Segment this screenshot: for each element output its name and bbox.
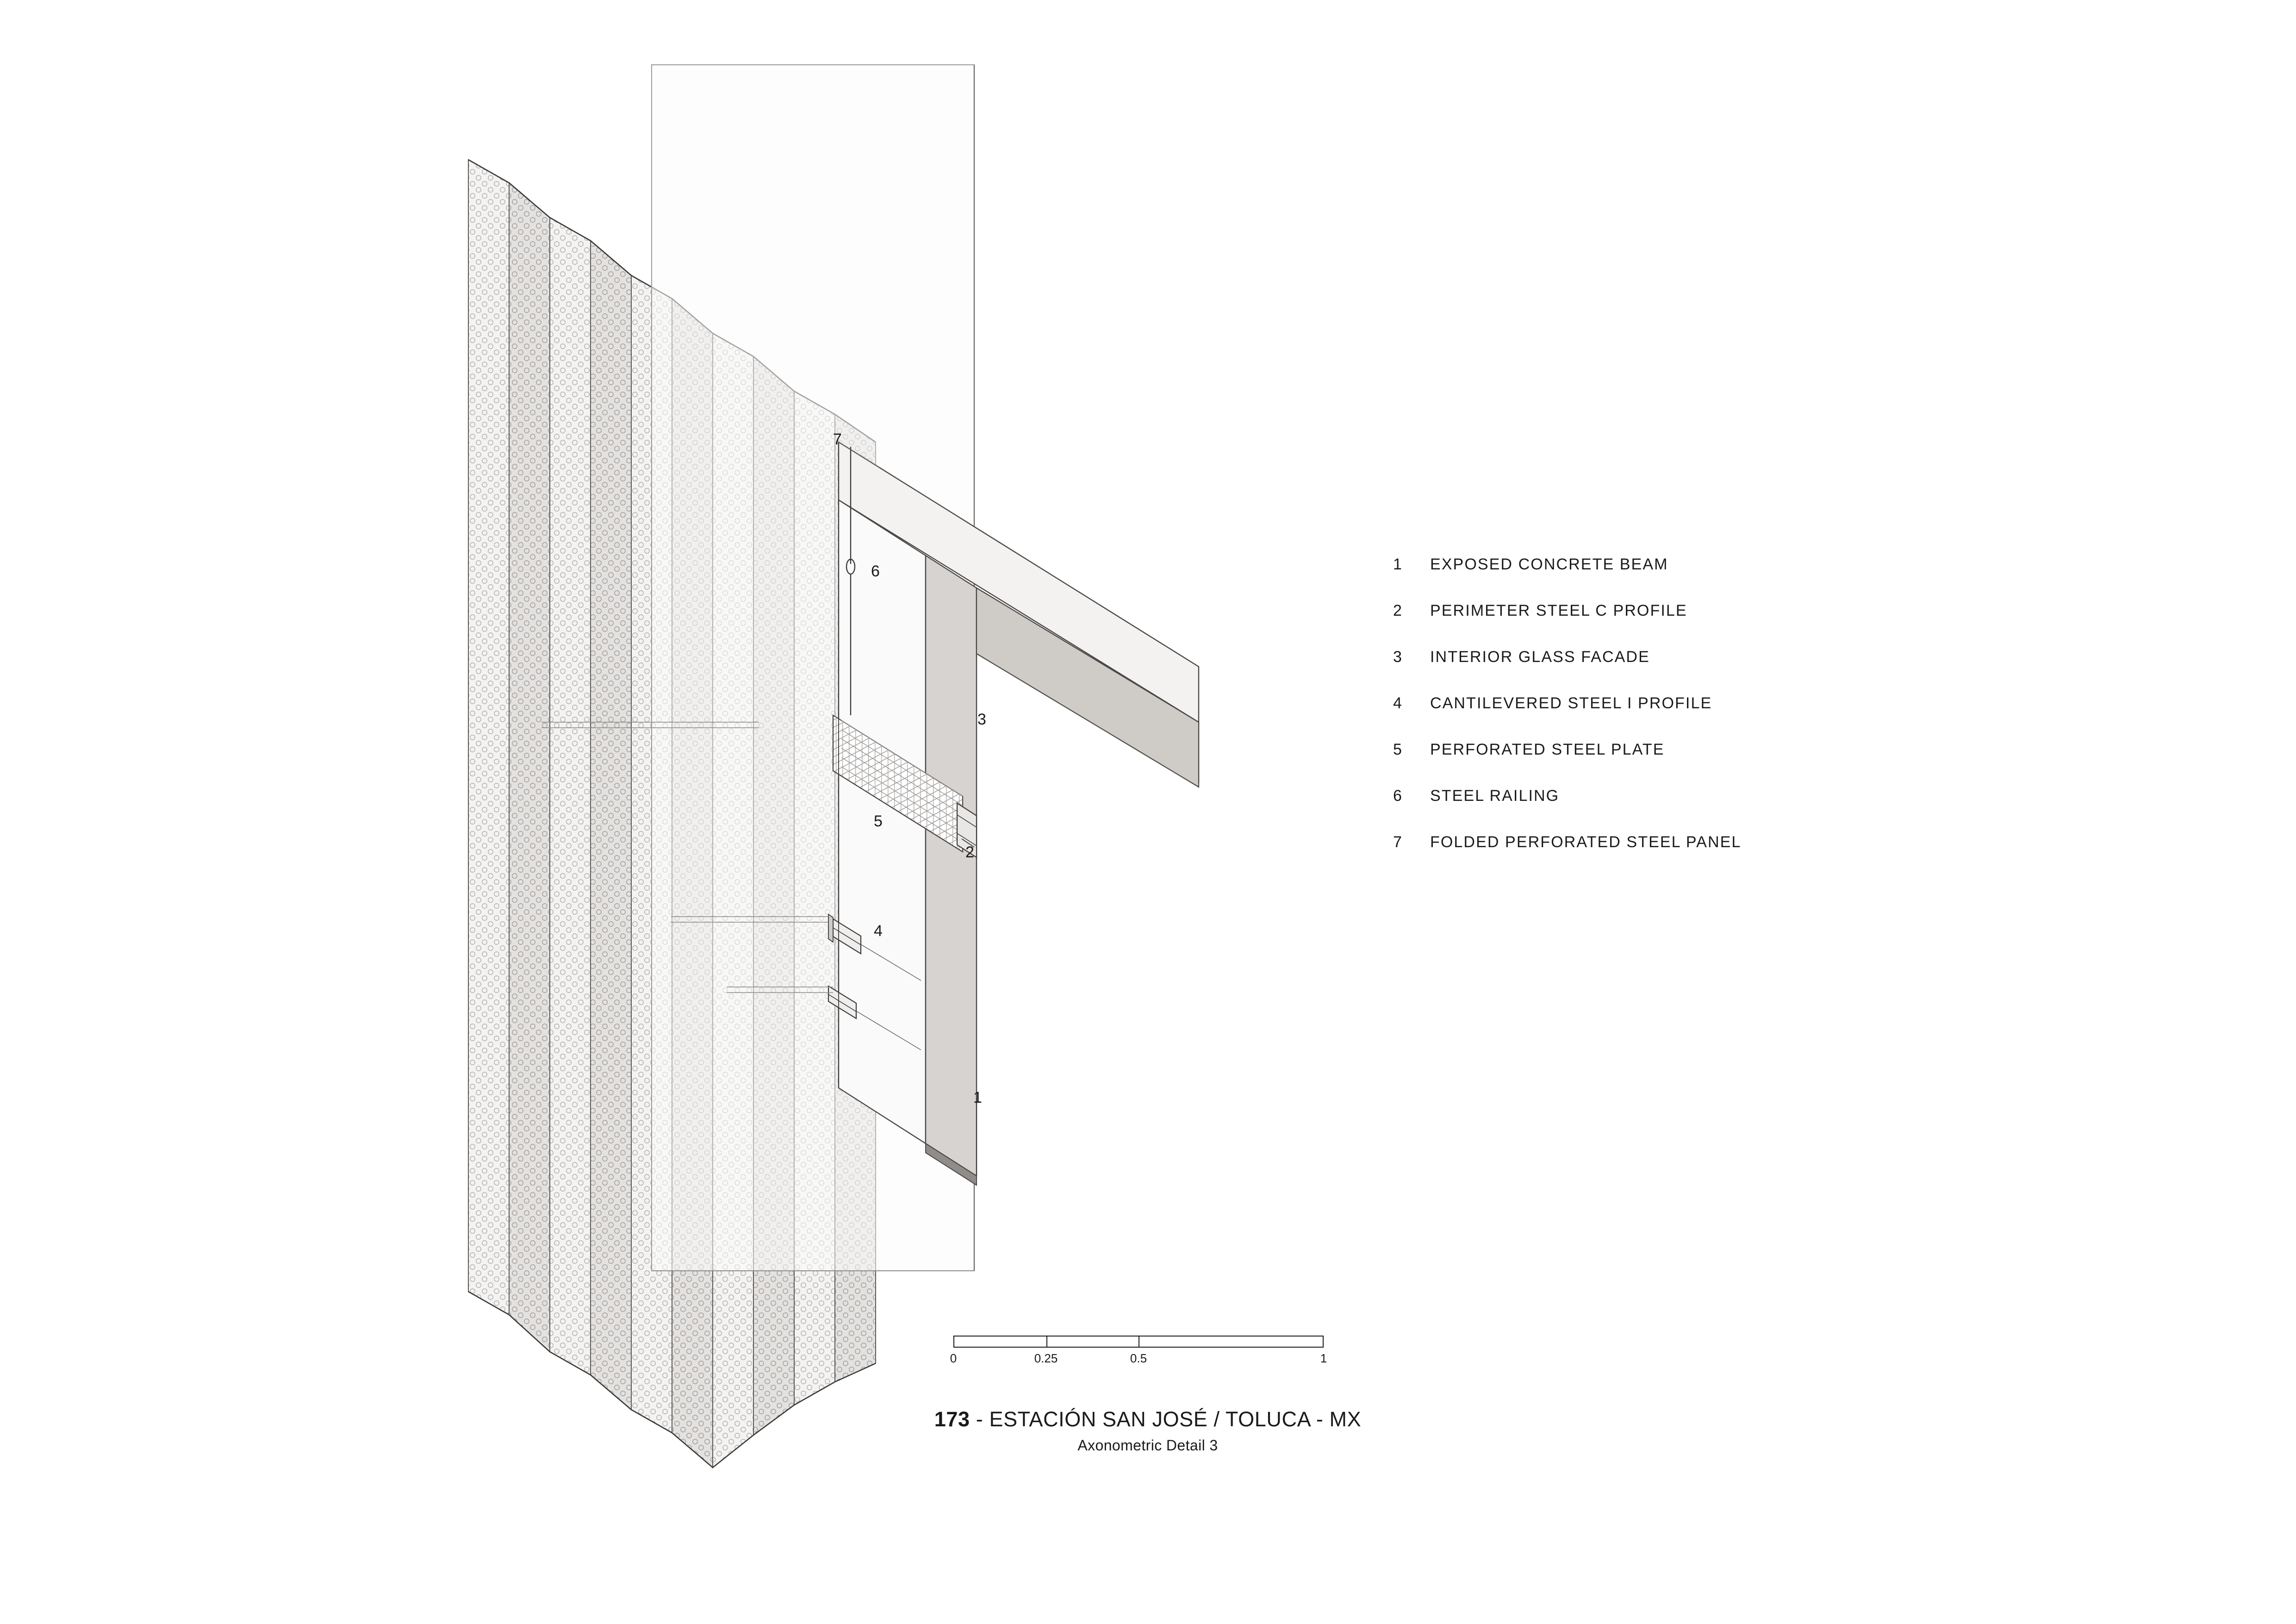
- callout-5: 5: [874, 812, 883, 830]
- scale-label-0: 0: [950, 1351, 957, 1365]
- legend-number: 1: [1393, 556, 1402, 573]
- legend-item-2: [1393, 602, 2087, 648]
- scale-bar-graphic: [953, 1336, 1324, 1348]
- legend-label: EXPOSED CONCRETE BEAM: [1430, 556, 1668, 573]
- callout-3: 3: [977, 711, 986, 728]
- legend-number: 6: [1393, 787, 1402, 805]
- project-name: ESTACIÓN SAN JOSÉ / TOLUCA - MX: [989, 1407, 1362, 1431]
- legend-number: 3: [1393, 648, 1402, 666]
- title-block: [602, 1407, 1694, 1454]
- drawing-subtitle: Axonometric Detail 3: [1077, 1437, 1218, 1454]
- scale-tick-025: [1046, 1337, 1047, 1347]
- legend-item-7: [1393, 833, 2087, 880]
- legend-label: FOLDED PERFORATED STEEL PANEL: [1430, 833, 1742, 851]
- scale-bar-labels: [950, 1351, 1327, 1370]
- title-separator: -: [970, 1407, 989, 1431]
- legend-item-1: [1393, 556, 2087, 602]
- legend-number: 7: [1393, 833, 1402, 851]
- legend-label: CANTILEVERED STEEL I PROFILE: [1430, 694, 1712, 712]
- page-title: [602, 1407, 1694, 1431]
- sheet-number: 173: [934, 1407, 970, 1431]
- legend-item-4: [1393, 694, 2087, 741]
- callout-2: 2: [965, 843, 974, 861]
- callout-7: 7: [833, 431, 842, 448]
- callout-1: 1: [973, 1089, 982, 1106]
- scale-label-05: 0.5: [1130, 1351, 1147, 1365]
- scale-bar: [950, 1336, 1327, 1370]
- legend-label: PERIMETER STEEL C PROFILE: [1430, 602, 1687, 619]
- legend-item-3: [1393, 648, 2087, 694]
- legend-label: INTERIOR GLASS FACADE: [1430, 648, 1650, 666]
- legend-item-5: [1393, 741, 2087, 787]
- scale-label-1: 1: [1320, 1351, 1327, 1365]
- scale-label-025: 0.25: [1034, 1351, 1058, 1365]
- callout-6: 6: [871, 562, 880, 580]
- exposed-concrete-beam: [839, 442, 1199, 1185]
- legend-number: 4: [1393, 694, 1402, 712]
- legend-item-6: [1393, 787, 2087, 833]
- legend: [1393, 556, 2087, 880]
- legend-number: 2: [1393, 602, 1402, 619]
- legend-label: STEEL RAILING: [1430, 787, 1560, 805]
- legend-label: PERFORATED STEEL PLATE: [1430, 741, 1665, 758]
- legend-number: 5: [1393, 741, 1402, 758]
- callout-4: 4: [874, 922, 883, 940]
